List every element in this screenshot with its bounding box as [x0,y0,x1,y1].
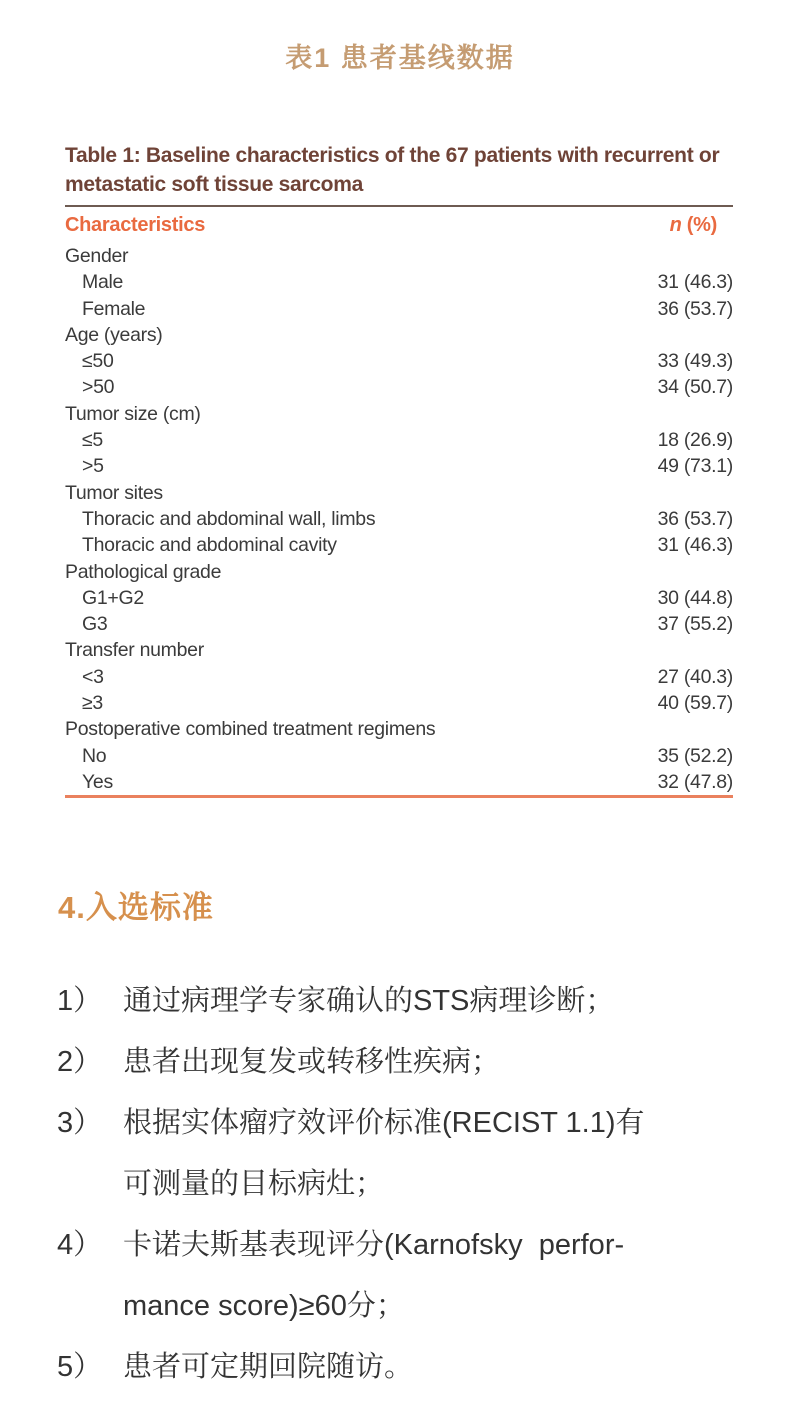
row-label: Pathological grade [65,560,222,583]
row-value: 36 (53.7) [657,297,733,320]
criteria-item-text [123,1093,747,1215]
page-title: 表1 患者基线数据 [285,43,515,73]
row-label: >50 [82,376,115,399]
table-row [65,348,733,374]
row-label: Male [82,271,124,294]
criteria-item [57,1215,747,1337]
row-label: No [82,744,107,767]
criteria-item-number: 4） [57,1229,103,1261]
table-row [65,401,733,427]
table-row [65,611,733,637]
table-row [65,427,733,453]
criteria-line: 患者出现复发或转移性疾病； [123,1046,501,1078]
row-label: Tumor sites [65,481,163,504]
row-label: G1+G2 [82,586,144,609]
criteria-item-number: 1） [57,985,103,1017]
table-header-row [65,207,733,243]
row-label: G3 [82,613,108,636]
row-value: 31 (46.3) [657,271,733,294]
criteria-line: 卡诺夫斯基表现评分(Karnofsky perfor- [123,1229,625,1261]
row-label: ≤5 [82,429,103,452]
row-value: 35 (52.2) [657,744,733,767]
table-row [65,532,733,558]
criteria-line: 根据实体瘤疗效评价标准(RECIST 1.1)有 [123,1107,645,1139]
row-value: 36 (53.7) [657,507,733,530]
row-value: 49 (73.1) [657,455,733,478]
criteria-item-text [123,1032,747,1093]
column-header-characteristics: Characteristics [65,213,206,236]
row-label: Age (years) [65,323,163,346]
row-label: Tumor size (cm) [65,402,201,425]
row-value: 32 (47.8) [657,770,733,793]
row-label: Thoracic and abdominal wall, limbs [82,507,376,530]
criteria-line: 患者可定期回院随访。 [123,1351,414,1383]
criteria-item [57,1337,747,1398]
criteria-item-number: 2） [57,1046,103,1078]
table-title: Table 1: Baseline characteristics of the 67 patients with recurrent or metastatic soft tissue sarcoma [65,144,720,196]
row-label: Postoperative combined treatment regimens [65,718,436,741]
table-row [65,716,733,742]
row-label: Transfer number [65,639,204,662]
table-row [65,374,733,400]
table-row [65,269,733,295]
criteria-line: mance score)≥60分； [123,1290,405,1322]
table-row [65,769,733,795]
column-header-n-symbol: n [669,213,682,236]
row-value: 37 (55.2) [657,613,733,636]
criteria-item [57,1093,747,1215]
criteria-item-text [123,1337,747,1398]
criteria-item-number: 5） [57,1351,103,1383]
table-row [65,585,733,611]
row-value: 33 (49.3) [657,350,733,373]
row-value: 31 (46.3) [657,534,733,557]
table-rule-bottom [65,795,733,798]
row-label: Gender [65,245,129,267]
row-label: Yes [82,770,113,793]
row-value: 27 (40.3) [657,665,733,688]
row-value: 40 (59.7) [657,692,733,715]
row-label: >5 [82,455,104,478]
row-value: 18 (26.9) [657,429,733,452]
column-header-n [670,214,733,237]
table-row [65,243,733,269]
criteria-item [57,1032,747,1093]
table-row [65,664,733,690]
row-label: Thoracic and abdominal cavity [82,534,337,557]
table-row [65,743,733,769]
row-label: <3 [82,665,104,688]
table-body [65,243,733,795]
row-label: ≤50 [82,350,114,373]
row-label: ≥3 [82,692,103,715]
row-label: Female [82,297,146,320]
table-row [65,506,733,532]
criteria-item-number: 3） [57,1107,103,1139]
table-row [65,637,733,663]
table-row [65,296,733,322]
column-header-n-percent: (%) [681,213,717,236]
baseline-table [65,141,733,798]
table-row [65,690,733,716]
table-row [65,480,733,506]
criteria-line: 通过病理学专家确认的STS病理诊断； [123,985,615,1017]
row-value: 30 (44.8) [657,586,733,609]
criteria-line: 可测量的目标病灶； [123,1168,385,1200]
table-row [65,322,733,348]
row-value: 34 (50.7) [657,376,733,399]
table-row [65,559,733,585]
section-heading-inclusion-criteria: 4.入选标准 [58,890,214,925]
criteria-list [57,971,747,1398]
criteria-item [57,971,747,1032]
criteria-item-text [123,1215,747,1337]
criteria-item-text [123,971,747,1032]
table-row [65,453,733,479]
